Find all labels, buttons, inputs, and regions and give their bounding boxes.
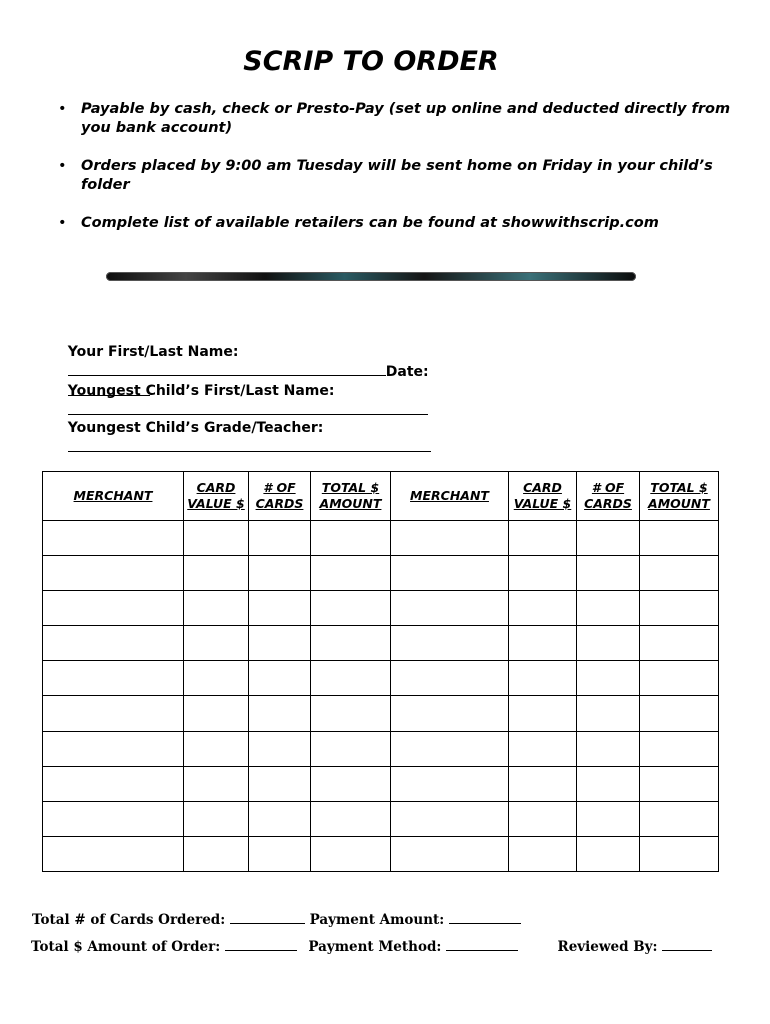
order-cell[interactable]: [391, 731, 509, 766]
table-row: [43, 591, 719, 626]
order-cell[interactable]: [640, 626, 719, 661]
order-cell[interactable]: [640, 696, 719, 731]
total-amount-field[interactable]: [225, 938, 297, 951]
merchant-header: MERCHANT: [391, 472, 509, 521]
bullet-text: Payable by cash, check or Presto-Pay (set up online and deducted directly from you bank account): [81, 101, 731, 136]
order-cell[interactable]: [391, 661, 509, 696]
card-value-header: CARD VALUE $: [184, 472, 249, 521]
reviewed-by-field[interactable]: [662, 938, 712, 951]
grade-teacher-row: [58, 401, 431, 457]
order-cell[interactable]: [311, 731, 391, 766]
order-cell[interactable]: [249, 591, 311, 626]
table-row: [43, 766, 719, 801]
order-cell[interactable]: [184, 731, 249, 766]
order-cell[interactable]: [509, 626, 577, 661]
reviewed-by-label: Reviewed By:: [557, 939, 658, 955]
order-cell[interactable]: [509, 521, 577, 556]
footer-row-2: [31, 938, 712, 955]
bullet-icon: •: [58, 101, 67, 117]
order-cell[interactable]: [249, 801, 311, 836]
num-cards-header: # OF CARDS: [577, 472, 640, 521]
order-cell[interactable]: [184, 836, 249, 871]
order-cell[interactable]: [43, 626, 184, 661]
order-cell[interactable]: [43, 766, 184, 801]
list-item: [56, 100, 736, 138]
grade-teacher-field[interactable]: [68, 437, 431, 452]
order-cell[interactable]: [577, 731, 640, 766]
order-cell[interactable]: [391, 696, 509, 731]
order-cell[interactable]: [249, 556, 311, 591]
order-cell[interactable]: [311, 696, 391, 731]
order-cell[interactable]: [577, 626, 640, 661]
order-cell[interactable]: [184, 801, 249, 836]
order-cell[interactable]: [43, 521, 184, 556]
order-cell[interactable]: [249, 521, 311, 556]
order-cell[interactable]: [509, 801, 577, 836]
bullet-icon: •: [58, 215, 67, 231]
order-cell[interactable]: [391, 591, 509, 626]
order-cell[interactable]: [249, 731, 311, 766]
order-cell[interactable]: [249, 836, 311, 871]
table-body: [43, 521, 719, 872]
order-cell[interactable]: [640, 766, 719, 801]
list-item: [56, 157, 736, 195]
order-cell[interactable]: [391, 521, 509, 556]
bullet-icon: •: [58, 158, 67, 174]
order-cell[interactable]: [43, 591, 184, 626]
list-item: [56, 214, 736, 233]
payment-method-field[interactable]: [446, 938, 518, 951]
card-value-header: CARD VALUE $: [509, 472, 577, 521]
merchant-header: MERCHANT: [43, 472, 184, 521]
order-cell[interactable]: [391, 836, 509, 871]
payment-amount-label: Payment Amount:: [309, 912, 445, 928]
bullet-text: Complete list of available retailers can be found at showwithscrip.com: [81, 215, 659, 231]
total-amount-header: TOTAL $ AMOUNT: [640, 472, 719, 521]
order-cell[interactable]: [577, 766, 640, 801]
order-cell[interactable]: [577, 591, 640, 626]
order-cell[interactable]: [577, 801, 640, 836]
order-cell[interactable]: [577, 521, 640, 556]
order-cell[interactable]: [311, 766, 391, 801]
order-cell[interactable]: [640, 521, 719, 556]
order-cell[interactable]: [640, 556, 719, 591]
order-cell[interactable]: [43, 731, 184, 766]
order-cell[interactable]: [311, 836, 391, 871]
table-row: [43, 696, 719, 731]
page-title: SCRIP TO ORDER: [243, 46, 499, 77]
total-cards-label: Total # of Cards Ordered:: [32, 912, 226, 928]
order-cell[interactable]: [184, 556, 249, 591]
order-cell[interactable]: [249, 626, 311, 661]
total-amount-header: TOTAL $ AMOUNT: [311, 472, 391, 521]
order-table: [42, 471, 719, 872]
order-cell[interactable]: [43, 696, 184, 731]
order-cell[interactable]: [640, 731, 719, 766]
order-cell[interactable]: [640, 661, 719, 696]
order-cell[interactable]: [184, 696, 249, 731]
table-row: [43, 661, 719, 696]
order-cell[interactable]: [249, 766, 311, 801]
order-cell[interactable]: [391, 801, 509, 836]
order-cell[interactable]: [640, 801, 719, 836]
order-cell[interactable]: [249, 661, 311, 696]
order-cell[interactable]: [184, 521, 249, 556]
total-cards-field[interactable]: [230, 911, 305, 924]
order-cell[interactable]: [391, 626, 509, 661]
footer-row-1: [32, 911, 521, 928]
order-cell[interactable]: [509, 661, 577, 696]
table-row: [43, 836, 719, 871]
table-row: [43, 731, 719, 766]
order-cell[interactable]: [249, 696, 311, 731]
order-cell[interactable]: [311, 626, 391, 661]
order-cell[interactable]: [640, 836, 719, 871]
order-cell[interactable]: [391, 766, 509, 801]
order-cell[interactable]: [577, 556, 640, 591]
order-cell[interactable]: [509, 696, 577, 731]
payment-amount-field[interactable]: [449, 911, 521, 924]
order-cell[interactable]: [43, 836, 184, 871]
bullet-text: Orders placed by 9:00 am Tuesday will be sent home on Friday in your child’s folder: [81, 158, 713, 193]
table-row: [43, 521, 719, 556]
order-cell[interactable]: [311, 521, 391, 556]
order-cell[interactable]: [311, 801, 391, 836]
total-amount-label: Total $ Amount of Order:: [31, 939, 221, 955]
order-cell[interactable]: [43, 556, 184, 591]
order-cell[interactable]: [509, 731, 577, 766]
order-cell[interactable]: [43, 661, 184, 696]
order-cell[interactable]: [311, 591, 391, 626]
order-cell[interactable]: [577, 696, 640, 731]
table-row: [43, 556, 719, 591]
order-cell[interactable]: [577, 836, 640, 871]
order-cell[interactable]: [509, 836, 577, 871]
order-cell[interactable]: [184, 626, 249, 661]
order-cell[interactable]: [577, 661, 640, 696]
num-cards-header: # OF CARDS: [249, 472, 311, 521]
order-cell[interactable]: [509, 591, 577, 626]
order-cell[interactable]: [509, 766, 577, 801]
order-cell[interactable]: [184, 766, 249, 801]
payment-method-label: Payment Method:: [308, 939, 442, 955]
date-label: Date:: [385, 364, 429, 380]
child-name-label: Youngest Child’s First/Last Name:: [67, 383, 335, 399]
order-cell[interactable]: [184, 661, 249, 696]
order-cell[interactable]: [640, 591, 719, 626]
order-cell[interactable]: [311, 661, 391, 696]
order-cell[interactable]: [391, 556, 509, 591]
decorative-divider: [106, 272, 636, 281]
table-row: [43, 626, 719, 661]
order-cell[interactable]: [311, 556, 391, 591]
name-label: Your First/Last Name:: [67, 344, 239, 360]
order-cell[interactable]: [509, 556, 577, 591]
order-cell[interactable]: [184, 591, 249, 626]
grade-teacher-label: Youngest Child’s Grade/Teacher:: [67, 420, 324, 436]
table-row: [43, 801, 719, 836]
instructions-list: [56, 100, 736, 252]
order-cell[interactable]: [43, 801, 184, 836]
table-header-row: [43, 472, 719, 521]
